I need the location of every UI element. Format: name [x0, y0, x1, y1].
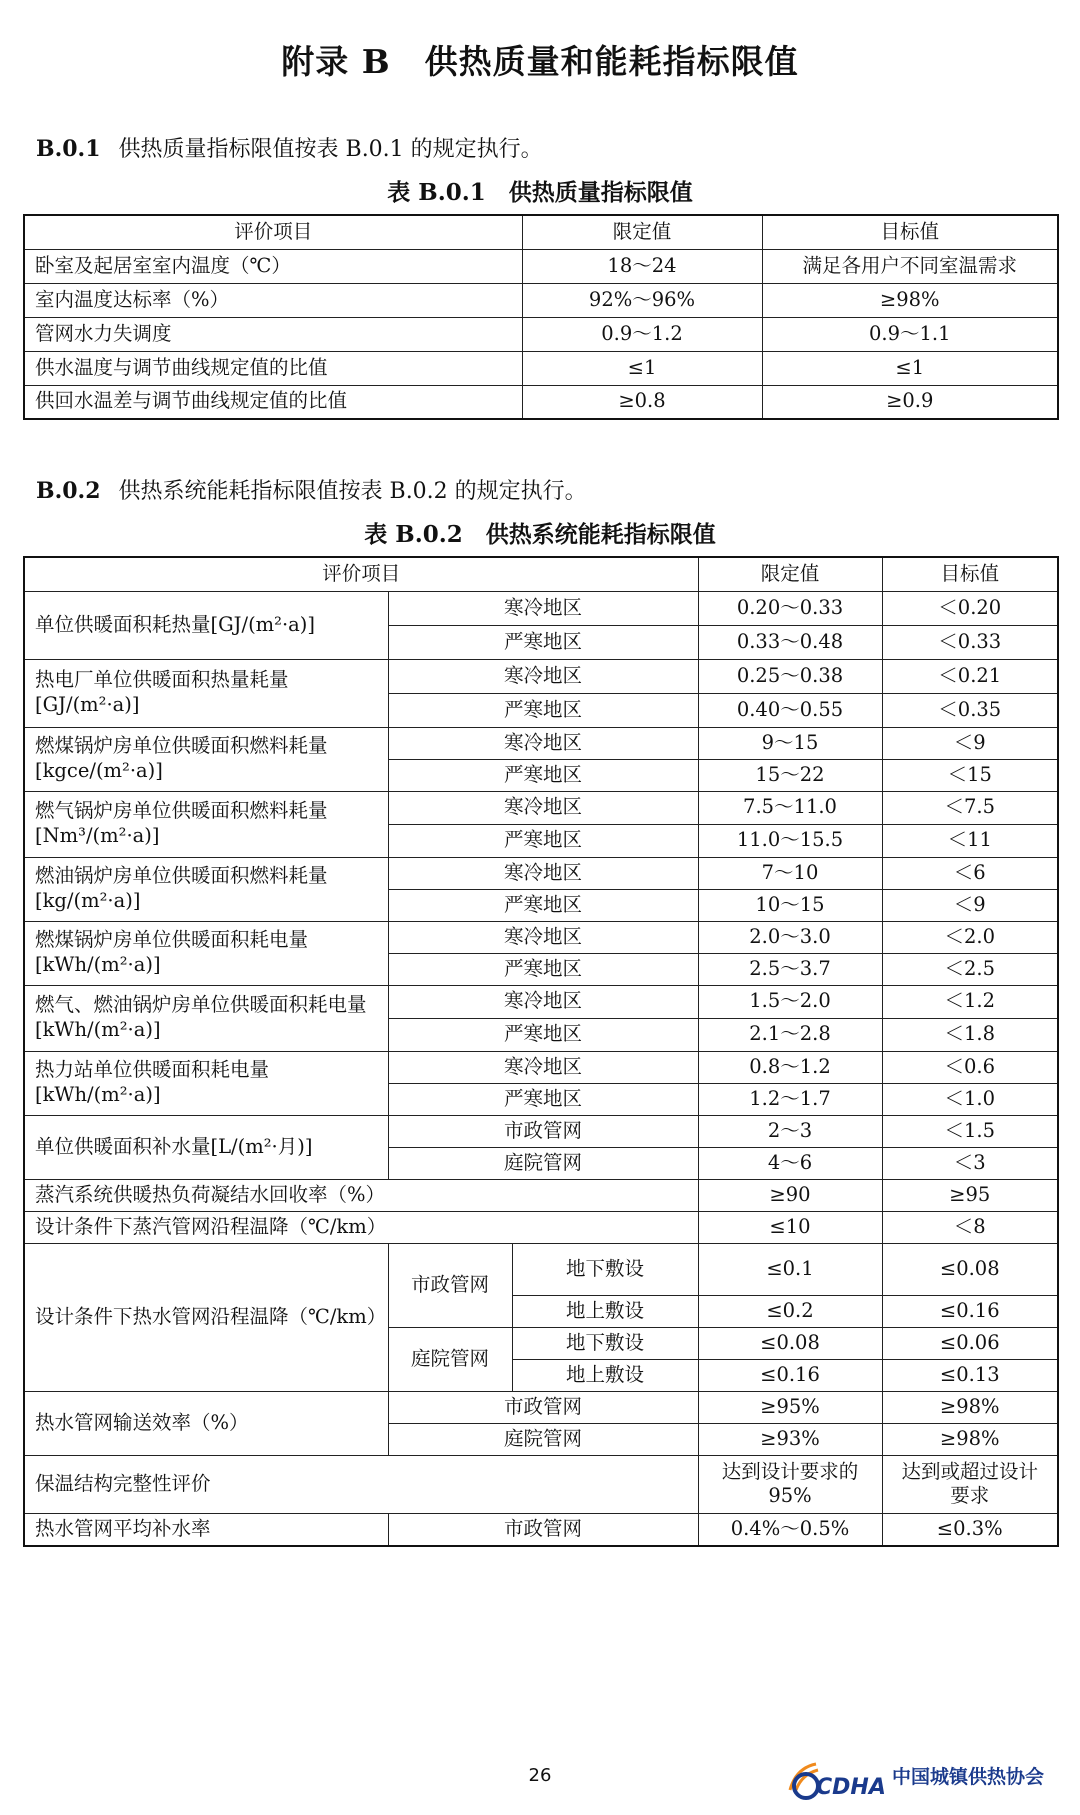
table-row	[24, 921, 1058, 953]
target-cell: ＜11	[882, 824, 1058, 857]
target-cell: ≥98%	[762, 283, 1058, 317]
table-row	[24, 659, 1058, 693]
clause-b01	[36, 132, 543, 163]
limit-cell: 9～15	[698, 727, 882, 759]
item-cell: 热力站单位供暖面积耗电量[kWh/(m²·a)]	[24, 1051, 388, 1115]
item-cell: 热电厂单位供暖面积热量耗量[GJ/(m²·a)]	[24, 659, 388, 727]
limit-cell: 0.4%～0.5%	[698, 1514, 882, 1546]
limit-cell: ≤0.1	[698, 1243, 882, 1295]
clause-text: 供热系统能耗指标限值按表 B.0.2 的规定执行。	[118, 479, 587, 504]
clause-number: B.0.2	[36, 478, 101, 504]
table-row	[24, 857, 1058, 889]
target-cell: ＜1.8	[882, 1018, 1058, 1051]
table-row	[24, 557, 1058, 591]
item-cell: 单位供暖面积补水量[L/(m²·月)]	[24, 1115, 388, 1179]
table-row	[24, 283, 1058, 317]
target-cell: ≥98%	[882, 1391, 1058, 1423]
region-cell: 严寒地区	[388, 693, 698, 727]
column-header: 评价项目	[24, 557, 698, 591]
item-cell: 燃油锅炉房单位供暖面积燃料耗量[kg/(m²·a)]	[24, 857, 388, 921]
limit-cell: 0.20～0.33	[698, 591, 882, 625]
region-cell: 庭院管网	[388, 1147, 698, 1179]
table-row	[24, 1243, 1058, 1295]
org-name: 中国城镇供热协会	[892, 1766, 1045, 1788]
item-cell: 设计条件下蒸汽管网沿程温降（℃/km）	[24, 1211, 698, 1243]
network-cell: 市政管网	[388, 1243, 512, 1327]
item-cell: 供水温度与调节曲线规定值的比值	[24, 351, 522, 385]
limit-cell: 1.2～1.7	[698, 1083, 882, 1115]
limit-cell: 0.33～0.48	[698, 625, 882, 659]
target-cell: ＜3	[882, 1147, 1058, 1179]
target-cell: ＜9	[882, 889, 1058, 921]
limit-cell: 0.9～1.2	[522, 317, 762, 351]
network-cell: 庭院管网	[388, 1423, 698, 1455]
limit-cell: ≥95%	[698, 1391, 882, 1423]
limit-cell: 7～10	[698, 857, 882, 889]
region-cell: 严寒地区	[388, 889, 698, 921]
target-cell: ≤0.13	[882, 1359, 1058, 1391]
column-header: 评价项目	[24, 215, 522, 249]
table1-caption: 表 B.0.1 供热质量指标限值	[387, 179, 693, 206]
table-row	[24, 1179, 1058, 1211]
region-cell: 寒冷地区	[388, 659, 698, 693]
limit-cell: 2.0～3.0	[698, 921, 882, 953]
target-cell: ＜2.5	[882, 953, 1058, 985]
network-cell: 庭院管网	[388, 1327, 512, 1391]
limit-cell: 0.25～0.38	[698, 659, 882, 693]
target-cell: ≥0.9	[762, 385, 1058, 419]
limit-cell: 92%～96%	[522, 283, 762, 317]
table-row	[24, 1115, 1058, 1147]
table-row	[24, 1514, 1058, 1546]
column-header: 目标值	[882, 557, 1058, 591]
target-cell: ≤0.16	[882, 1295, 1058, 1327]
item-cell: 燃煤锅炉房单位供暖面积耗电量[kWh/(m²·a)]	[24, 921, 388, 985]
quality-table	[23, 214, 1059, 420]
target-cell: ≤0.06	[882, 1327, 1058, 1359]
clause-b02	[36, 474, 587, 505]
region-cell: 严寒地区	[388, 953, 698, 985]
item-cell: 热水管网平均补水率	[24, 1514, 388, 1546]
item-cell: 管网水力失调度	[24, 317, 522, 351]
target-cell: ＜0.33	[882, 625, 1058, 659]
energy-table	[23, 556, 1059, 1547]
table-row	[24, 351, 1058, 385]
item-cell: 单位供暖面积耗热量[GJ/(m²·a)]	[24, 591, 388, 659]
region-cell: 寒冷地区	[388, 791, 698, 824]
cdha-logo-icon	[786, 1750, 892, 1800]
region-cell: 寒冷地区	[388, 921, 698, 953]
limit-cell: 18～24	[522, 249, 762, 283]
logo-letters: CDHA	[816, 1775, 886, 1800]
limit-cell: ≤0.16	[698, 1359, 882, 1391]
target-cell: 满足各用户不同室温需求	[762, 249, 1058, 283]
target-cell: ＜15	[882, 759, 1058, 791]
target-cell: ＜0.6	[882, 1051, 1058, 1083]
target-cell: ≤0.3%	[882, 1514, 1058, 1546]
target-cell: ＜7.5	[882, 791, 1058, 824]
target-cell: ≤0.08	[882, 1243, 1058, 1295]
target-cell: ＜9	[882, 727, 1058, 759]
limit-cell: 2～3	[698, 1115, 882, 1147]
limit-cell: 达到设计要求的95%	[698, 1455, 882, 1514]
column-header: 限定值	[698, 557, 882, 591]
page-number: 26	[528, 1765, 552, 1786]
limit-cell: 2.1～2.8	[698, 1018, 882, 1051]
item-cell: 热水管网输送效率（%）	[24, 1391, 388, 1455]
limit-cell: ≥90	[698, 1179, 882, 1211]
region-cell: 寒冷地区	[388, 727, 698, 759]
limit-cell: 7.5～11.0	[698, 791, 882, 824]
limit-cell: ≥0.8	[522, 385, 762, 419]
region-cell: 严寒地区	[388, 1018, 698, 1051]
limit-cell: 0.8～1.2	[698, 1051, 882, 1083]
limit-cell: 15～22	[698, 759, 882, 791]
region-cell: 寒冷地区	[388, 1051, 698, 1083]
table2-caption: 表 B.0.2 供热系统能耗指标限值	[364, 521, 716, 548]
limit-cell: 0.40～0.55	[698, 693, 882, 727]
table-row	[24, 1455, 1058, 1514]
item-cell: 保温结构完整性评价	[24, 1455, 698, 1514]
limit-cell: 11.0～15.5	[698, 824, 882, 857]
limit-cell: ≤1	[522, 351, 762, 385]
target-cell: ≤1	[762, 351, 1058, 385]
column-header: 目标值	[762, 215, 1058, 249]
table-row	[24, 727, 1058, 759]
network-cell: 市政管网	[388, 1514, 698, 1546]
limit-cell: ≤10	[698, 1211, 882, 1243]
laying-cell: 地下敷设	[512, 1243, 698, 1295]
region-cell: 寒冷地区	[388, 857, 698, 889]
laying-cell: 地上敷设	[512, 1295, 698, 1327]
target-cell: ＜1.5	[882, 1115, 1058, 1147]
table-row	[24, 215, 1058, 249]
limit-cell: 1.5～2.0	[698, 985, 882, 1018]
item-cell: 燃气、燃油锅炉房单位供暖面积耗电量[kWh/(m²·a)]	[24, 985, 388, 1051]
laying-cell: 地下敷设	[512, 1327, 698, 1359]
region-cell: 寒冷地区	[388, 591, 698, 625]
limit-cell: 2.5～3.7	[698, 953, 882, 985]
limit-cell: 4～6	[698, 1147, 882, 1179]
table-row	[24, 791, 1058, 824]
network-cell: 市政管网	[388, 1391, 698, 1423]
limit-cell: ≤0.2	[698, 1295, 882, 1327]
item-cell: 燃气锅炉房单位供暖面积燃料耗量[Nm³/(m²·a)]	[24, 791, 388, 857]
table-row	[24, 591, 1058, 625]
item-cell: 室内温度达标率（%）	[24, 283, 522, 317]
region-cell: 严寒地区	[388, 625, 698, 659]
target-cell: ≥98%	[882, 1423, 1058, 1455]
target-cell: ＜0.35	[882, 693, 1058, 727]
clause-number: B.0.1	[36, 136, 101, 162]
page-title: 附录 B 供热质量和能耗指标限值	[281, 42, 799, 81]
item-cell: 卧室及起居室室内温度（℃）	[24, 249, 522, 283]
target-cell: ＜1.0	[882, 1083, 1058, 1115]
target-cell: ＜1.2	[882, 985, 1058, 1018]
limit-cell: 10～15	[698, 889, 882, 921]
region-cell: 严寒地区	[388, 824, 698, 857]
table-row	[24, 1051, 1058, 1083]
target-cell: 0.9～1.1	[762, 317, 1058, 351]
table-row	[24, 249, 1058, 283]
cdha-logo	[786, 1750, 1066, 1800]
limit-cell: ≤0.08	[698, 1327, 882, 1359]
table-row	[24, 1391, 1058, 1423]
region-cell: 寒冷地区	[388, 985, 698, 1018]
target-cell: ＜6	[882, 857, 1058, 889]
target-cell: ≥95	[882, 1179, 1058, 1211]
column-header: 限定值	[522, 215, 762, 249]
table-row	[24, 985, 1058, 1018]
clause-text: 供热质量指标限值按表 B.0.1 的规定执行。	[118, 137, 543, 162]
target-cell: ＜8	[882, 1211, 1058, 1243]
target-cell: 达到或超过设计要求	[882, 1455, 1058, 1514]
region-cell: 严寒地区	[388, 1083, 698, 1115]
limit-cell: ≥93%	[698, 1423, 882, 1455]
table-row	[24, 317, 1058, 351]
target-cell: ＜0.20	[882, 591, 1058, 625]
item-cell: 燃煤锅炉房单位供暖面积燃料耗量[kgce/(m²·a)]	[24, 727, 388, 791]
target-cell: ＜0.21	[882, 659, 1058, 693]
laying-cell: 地上敷设	[512, 1359, 698, 1391]
target-cell: ＜2.0	[882, 921, 1058, 953]
item-cell: 蒸汽系统供暖热负荷凝结水回收率（%）	[24, 1179, 698, 1211]
item-cell: 供回水温差与调节曲线规定值的比值	[24, 385, 522, 419]
region-cell: 严寒地区	[388, 759, 698, 791]
region-cell: 市政管网	[388, 1115, 698, 1147]
table-row	[24, 1211, 1058, 1243]
table-row	[24, 385, 1058, 419]
item-cell: 设计条件下热水管网沿程温降（℃/km）	[24, 1243, 388, 1391]
